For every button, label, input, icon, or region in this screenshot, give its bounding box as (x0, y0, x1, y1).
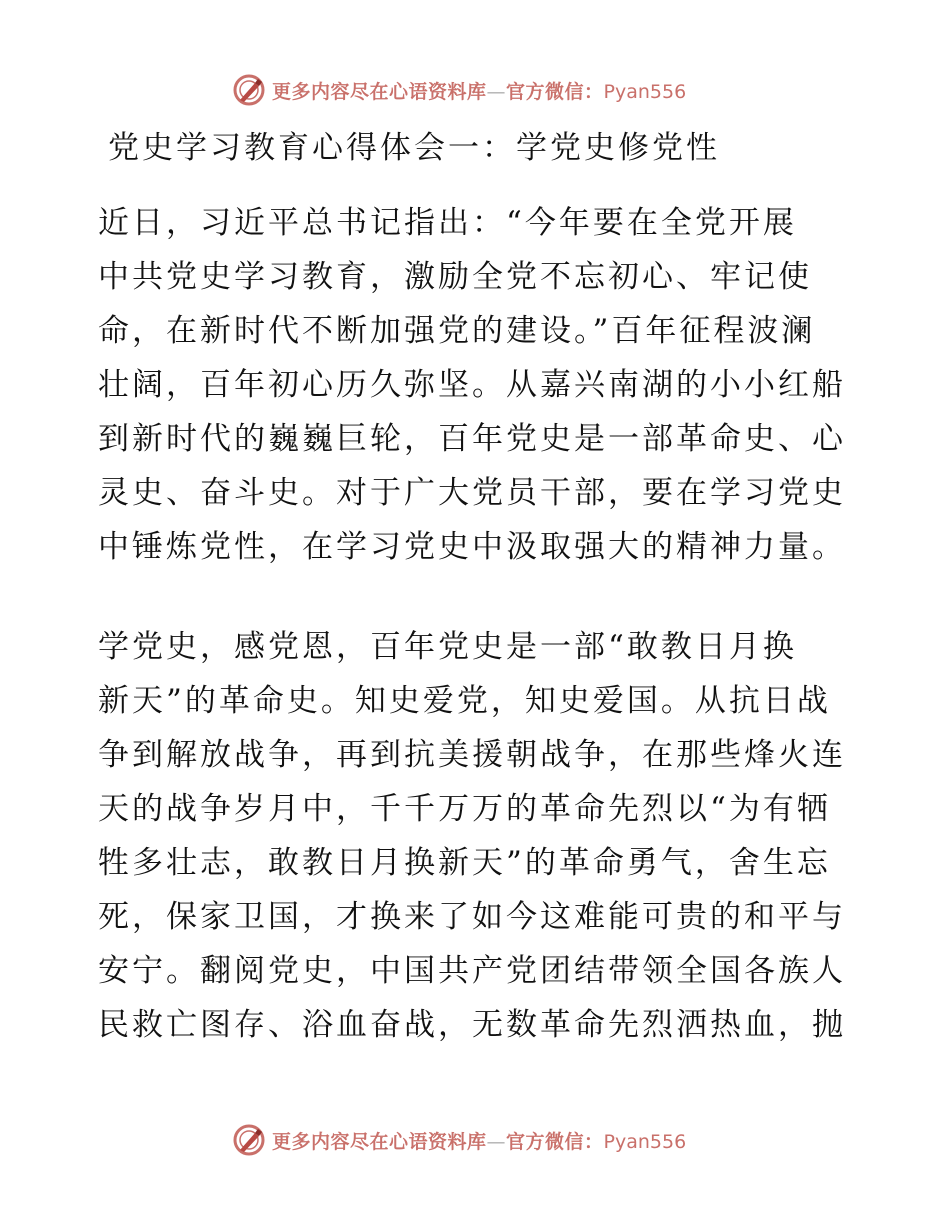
document-title: 党史学习教育心得体会一：学党史修党性 (108, 130, 720, 166)
banner-separator: — (486, 80, 507, 103)
paragraph-line: 争到解放战争，再到抗美援朝战争，在那些烽火连 (98, 737, 846, 773)
paragraph-line: 命，在新时代不断加强党的建设。”百年征程波澜 (98, 313, 816, 349)
paragraph-line: 壮阔，百年初心历久弥坚。从嘉兴南湖的小小红船 (98, 367, 846, 403)
pen-circle-icon (232, 73, 266, 107)
banner-main-text: 更多内容尽在心语资料库 (272, 80, 487, 103)
banner-text (272, 1127, 686, 1154)
paragraph-line: 民救亡图存、浴血奋战，无数革命先烈洒热血，抛 (98, 1007, 846, 1043)
paragraph-2 (98, 620, 858, 1052)
paragraph-line: 新天”的革命史。知史爱党，知史爱国。从抗日战 (98, 683, 831, 719)
banner-wechat-id: Pyan556 (603, 80, 687, 103)
pen-circle-icon (232, 1123, 266, 1157)
paragraph-line: 安宁。翻阅党史，中国共产党团结带领全国各族人 (98, 953, 846, 989)
paragraph-line: 中共党史学习教育，激励全党不忘初心、牢记使 (98, 259, 812, 295)
paragraph-line: 牲多壮志，敢教日月换新天”的革命勇气，舍生忘 (98, 845, 831, 881)
paragraph-line: 近日，习近平总书记指出：“今年要在全党开展 (98, 205, 797, 241)
paragraph-1 (98, 196, 858, 574)
banner-wechat-label: 官方微信： (506, 80, 604, 103)
footer-banner (232, 1120, 752, 1160)
paragraph-line: 中锤炼党性，在学习党史中汲取强大的精神力量。 (98, 529, 846, 565)
banner-wechat-id: Pyan556 (603, 1130, 687, 1153)
banner-wechat-label: 官方微信： (506, 1130, 604, 1153)
paragraph-line: 死，保家卫国，才换来了如今这难能可贵的和平与 (98, 899, 846, 935)
banner-main-text: 更多内容尽在心语资料库 (272, 1130, 487, 1153)
paragraph-line: 到新时代的巍巍巨轮，百年党史是一部革命史、心 (98, 421, 846, 457)
banner-separator: — (486, 1130, 507, 1153)
banner-text (272, 77, 686, 104)
paragraph-line: 天的战争岁月中，千千万万的革命先烈以“为有牺 (98, 791, 831, 827)
paragraph-line: 学党史，感党恩，百年党史是一部“敢教日月换 (98, 629, 797, 665)
paragraph-line: 灵史、奋斗史。对于广大党员干部，要在学习党史 (98, 475, 846, 511)
header-banner (232, 70, 752, 110)
